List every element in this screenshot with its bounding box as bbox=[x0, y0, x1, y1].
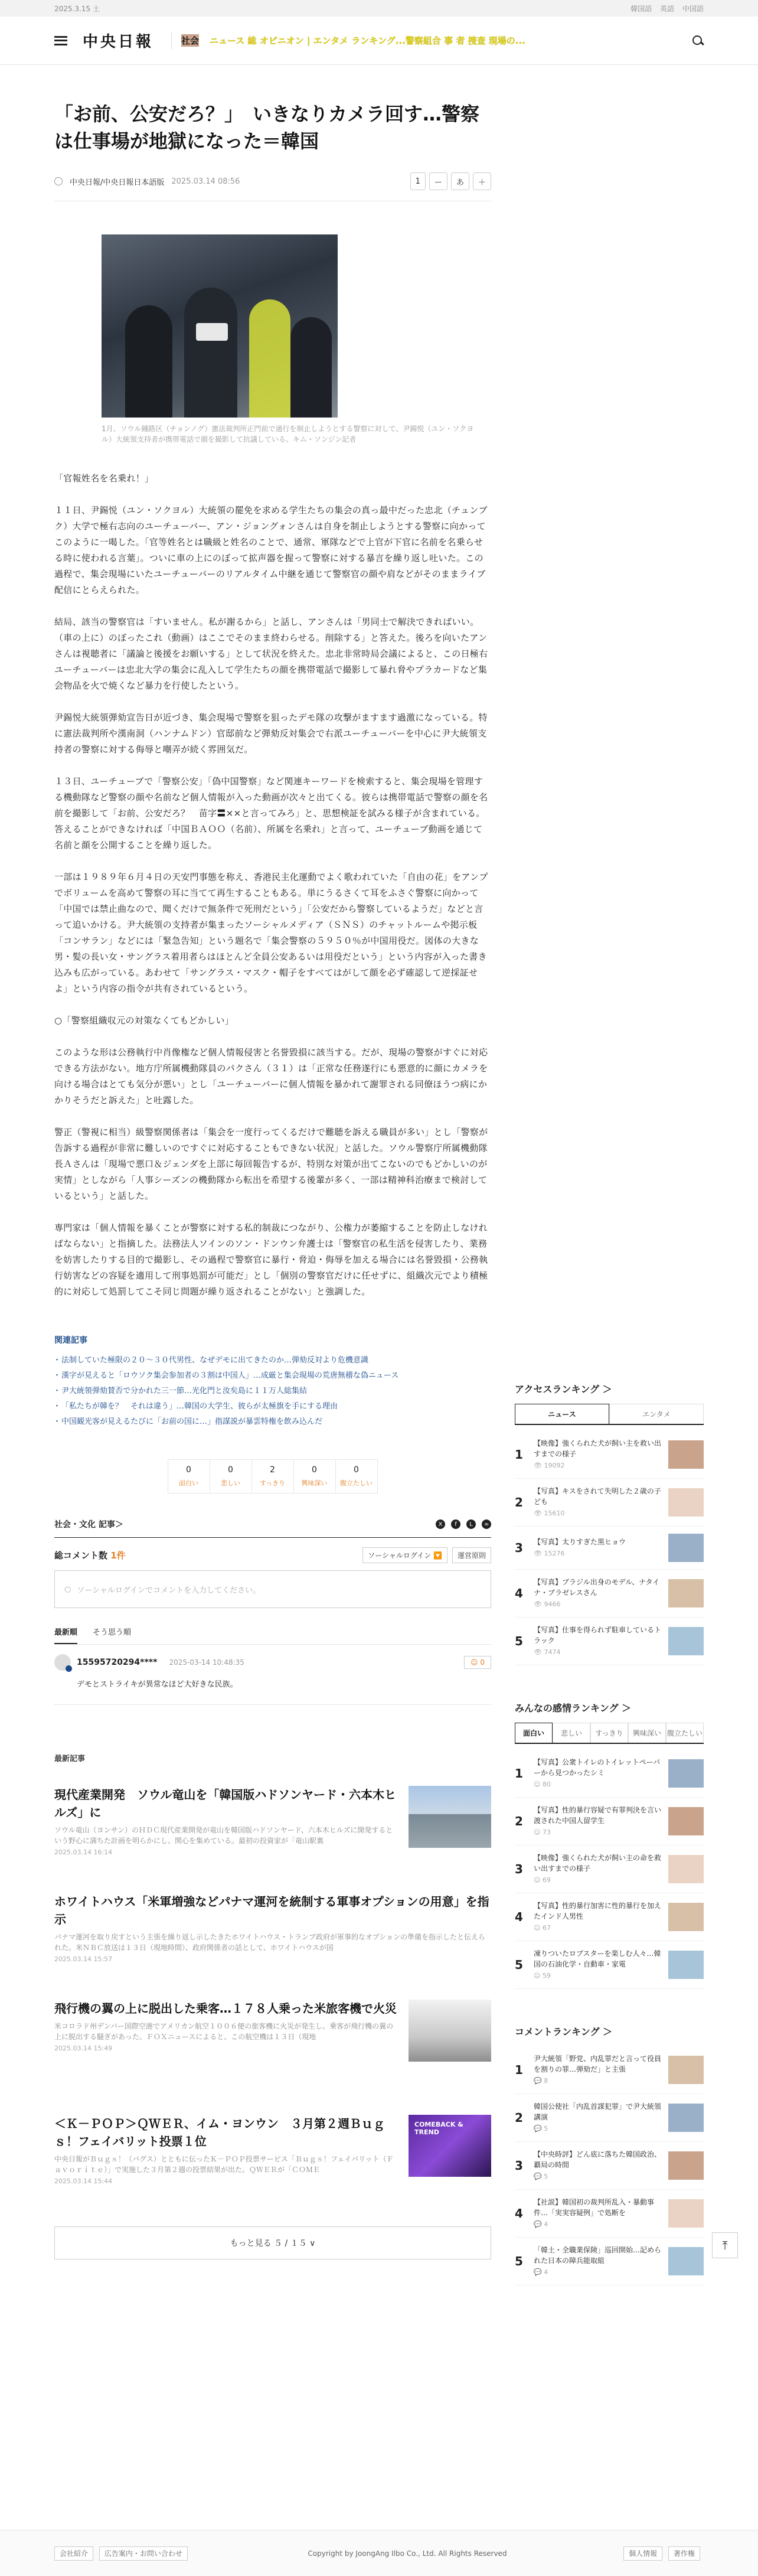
site-logo[interactable]: 中央日報 bbox=[83, 33, 154, 51]
ranking-thumbnail bbox=[668, 1579, 704, 1607]
language-links bbox=[625, 4, 704, 14]
tab-interesting[interactable]: 興味深い bbox=[628, 1723, 666, 1743]
facebook-share-icon[interactable]: f bbox=[451, 1519, 460, 1529]
body-paragraph: １３日、ユーチューブで「警察公安」「偽中国警察」など関連キーワードを検索すると、集会現場を管理する機動隊など警察の顔や名前など個人情報が入った動画が次々と出てくる。彼らは携帯電話で警察の顔を名前を撮影して「お前、公安だろ？ 苗字〓××と言ってみろ」と、思想検証を試みる様子が含まれている。答えることができなければ「中国ＢＡＯＯ（名前）、所属を名乗れ」と言って、ユーチューブ動画を通じて名前と顔を公開することを繰り返した。 bbox=[54, 776, 488, 850]
body-paragraph: 尹錫悦大統領弾劾宣告日が近づき、集会現場で警察を狙ったデモ隊の攻撃がますます過激になっている。特に憲法裁判所や漢南洞（ハンナムドン）官邸前など弾劾反対集会で右派ユーチューバーを中心に尹大統領支持者の警察に対する侮辱と嘲弄が続く雰囲気だ。 bbox=[54, 712, 488, 755]
top-utility-bar bbox=[0, 0, 758, 17]
ranking-thumbnail bbox=[668, 1534, 704, 1562]
latest-article[interactable] bbox=[54, 1880, 491, 1987]
comment-sort-tabs bbox=[54, 1626, 491, 1645]
latest-article-title[interactable]: ＜Ｋ－ＰＯＰ＞ＱＷＥＲ、イム・ヨンウン ３月第２週Ｂｕｇｓ！フェイバリット投票１位 bbox=[54, 2117, 385, 2148]
related-link[interactable]: ・ 漢字が見えると「ロウソク集会参加者の３割は中国人」…成厳と集会現場の荒唐無稽な偽ニュース bbox=[54, 1368, 491, 1384]
today-date: 2025.3.15 土 bbox=[54, 4, 100, 13]
photo-caption: 1月、ソウル鍾路区（チョンノグ）憲法裁判所正門前で通行を制止しようとする警察に対して、尹錫悦（ユン・ソクヨル）大統領支持者が携帯電話で顔を撮影して抗議している。キム・ソンジン記者 bbox=[102, 425, 474, 444]
body-paragraph: １１日、尹錫悦（ユン・ソクヨル）大統領の罷免を求める学生たちの集会の真っ最中だった忠北（チュンブク）大学で極右志向のユーチューバー、アン・ジョングォンさんは自身を制止しようとする警察に向かってこのように一喝した。「官等姓名とは職級と姓名のことで、通常、軍隊などで上官が下官に名前を名乗らせる時に使われる言葉」。ついに車の上にのぼって拡声器を握って警察に対する暴言を繰り返し吐いた。この過程で、集会現場にいたユーチューバーのリアルタイム中継を通じて警察官の顔や肩などがそのままライブ配信にとらえられた。 bbox=[54, 505, 488, 595]
nav-marquee[interactable]: ニュース 総 オピニオン | エンタメ ランキング...警察組合 事 者 捜査 現場の... bbox=[210, 35, 525, 46]
body-paragraph: 結局、該当の警察官は「すいません。私が謝るから」と話し、アンさんは「男同士で解決できればいい。（車の上に）のぼったこれ（動画）はここでそのまま終わらせる。削除する」と答えた。後ろを向いたアンさんは視聴者に「議論と後援をお願いする」として状況を終えた。忠北非常時局会議によると、この日極右ユーチューバーは忠北大学の集会に乱入して学生たちの顔を携帯電話で撮影して暴れ脅やプラカードなど集会物品を火で焼くなど暴力を行使したという。 bbox=[54, 617, 488, 691]
copyright: Copyright by JoongAng Ilbo Co., Ltd. All Rights Reserved bbox=[308, 2549, 507, 2558]
ranking-thumbnail bbox=[668, 2247, 704, 2275]
sidebar bbox=[515, 100, 704, 2321]
body-paragraph: 一部は１９８９年６月４日の天安門事態を称え、香港民主化運動でよく歌われていた「自由の花」をアンプでボリュームを高めて警察の耳に当てて再生することもある。単にうるさくて耳をふさぐ警察に向かって「中国では禁止曲なので、聞くだけで無条件で死刑だという」「公安だから警察しているようだ」などと言って追いかける。尹大統領の支持者が集まったソーシャルメディア（ＳＮＳ）のチャットルームや掲示板「コンサラン」などには「緊急告知」という題名で「集会警察の５９５０％が中国用役だ。図体の大きな男・髪の長い女・サングラス着用者らはほとんど全員公安あるいは用役だという」という内容が入った書き込みも広がっている。あわせて「サングラス・マスク・帽子をすべてはがして顔を必ず確認して逆採証せよ」という内容の指令が共有されているという。 bbox=[54, 872, 488, 994]
ranking-thumbnail bbox=[668, 1488, 704, 1517]
reaction-relieved[interactable]: 2 すっきり bbox=[251, 1459, 294, 1494]
footer-about-link[interactable]: 会社紹介 bbox=[54, 2546, 93, 2561]
latest-article-thumbnail[interactable]: COMEBACK & TREND bbox=[409, 2115, 491, 2177]
tab-agree[interactable]: そう思う順 bbox=[93, 1628, 132, 1637]
related-link[interactable]: ・ 「私たちが韓を？ それは違う」…韓国の大学生、彼らが太極旗を手にする理由 bbox=[54, 1399, 491, 1414]
related-link[interactable]: ・ 法制していた極限の２０～３０代男性、なぜデモに出てきたのか…弾劾反対より危機意識 bbox=[54, 1353, 491, 1368]
latest-article-title[interactable]: 飛行機の翼の上に脱出した乗客…１７８人乗った米旅客機で火災 bbox=[54, 2001, 397, 2016]
category-link[interactable]: 社会・文化 記事＞ bbox=[54, 1520, 123, 1530]
comment-user: 15595720294**** bbox=[77, 1658, 158, 1667]
ranking-item[interactable]: 5 凍りついたロブスターを楽しむ人々…韓国の石油化学・自動車・家電 ☺ 59 bbox=[515, 1941, 704, 1989]
latest-article-excerpt: 米コロラド州デンバー国際空港でアメリカン航空１００６便の旅客機に火災が発生し、乗客が飛行機の翼の上に脱出する騒ぎがあった。ＦＯＸニュースによると、この航空機は１３日（現地 bbox=[54, 2022, 394, 2041]
lang-korean[interactable]: 韓国語 bbox=[630, 4, 652, 13]
latest-article[interactable] bbox=[54, 1773, 491, 1880]
reaction-buttons bbox=[152, 1459, 394, 1494]
article-title: 「お前、公安だろ？」 いきなりカメラ回す…警察は仕事場が地獄になった＝韓国 bbox=[54, 103, 480, 152]
article-column bbox=[54, 100, 491, 2321]
access-ranking bbox=[515, 1382, 704, 1665]
comment-ranking bbox=[515, 2024, 704, 2285]
tab-entertainment[interactable]: エンタメ bbox=[609, 1404, 704, 1424]
article-date: 2025.03.14 08:56 bbox=[171, 177, 240, 186]
latest-article[interactable] bbox=[54, 1987, 491, 2085]
related-title: 関連記事 bbox=[54, 1336, 87, 1345]
related-articles bbox=[54, 1334, 491, 1430]
ranking-item[interactable]: 2 【写真】性的暴行容疑で有罪判決を言い渡された中国人留学生 ☺ 73 bbox=[515, 1798, 704, 1845]
ranking-item[interactable]: 1 【映像】強くられた犬が飼い主を救い出すまでの様子 👁 19092 bbox=[515, 1431, 704, 1479]
ranking-thumbnail bbox=[668, 2151, 704, 2180]
avatar bbox=[54, 1654, 71, 1671]
comment-item bbox=[54, 1645, 491, 1705]
ranking-thumbnail bbox=[668, 2056, 704, 2084]
empathy-ranking bbox=[515, 1701, 704, 1989]
ranking-item[interactable]: 3 【中央時評】どん底に落ちた韓国政治、覇局の時間 💬 5 bbox=[515, 2142, 704, 2190]
latest-article-date: 2025.03.14 15:57 bbox=[54, 1955, 113, 1963]
related-link[interactable]: ・ 尹大統領弾劾賛否で分かれた三一節…光化門と汝矣島に１１万人総集結 bbox=[54, 1384, 491, 1399]
font-increase-button[interactable]: ＋ bbox=[473, 172, 491, 190]
lang-chinese[interactable]: 中国語 bbox=[682, 4, 704, 13]
reaction-interesting[interactable]: 0 興味深い bbox=[293, 1459, 336, 1494]
lang-english[interactable]: 英語 bbox=[660, 4, 675, 13]
page-layout bbox=[54, 65, 704, 2321]
latest-title: 最新記事 bbox=[54, 1755, 86, 1763]
comment-header bbox=[54, 1547, 491, 1563]
comment-input[interactable] bbox=[54, 1570, 491, 1608]
latest-article-title[interactable]: 現代産業開発 ソウル竜山を「韓国版ハドソンヤード・六本木ヒルズ」に bbox=[54, 1788, 396, 1819]
tab-news[interactable]: ニュース bbox=[515, 1404, 609, 1424]
reaction-sad[interactable]: 0 悲しい bbox=[210, 1459, 252, 1494]
latest-article[interactable] bbox=[54, 2085, 491, 2209]
load-more-button[interactable]: もっと見る ５ / １５ ∨ bbox=[54, 2226, 491, 2259]
source-icon bbox=[54, 177, 63, 185]
ranking-item[interactable]: 4 【写真】性的暴行加害に性的暴行を加えたインド人男性 ☺ 67 bbox=[515, 1893, 704, 1941]
article-tools bbox=[410, 172, 491, 190]
ranking-thumbnail bbox=[668, 1440, 704, 1469]
x-share-icon[interactable]: X bbox=[436, 1519, 445, 1529]
social-login-button[interactable]: ソーシャルログイン 🔽 bbox=[362, 1547, 447, 1563]
footer-copyright-link[interactable]: 著作権 bbox=[668, 2546, 700, 2561]
ranking-thumbnail bbox=[668, 2104, 704, 2132]
font-decrease-button[interactable]: ー bbox=[429, 172, 447, 190]
body-subheading: ○「警察組織収元の対策なくてもどかしい」 bbox=[54, 1015, 234, 1026]
ranking-item[interactable]: 4 【写真】ブラジル出身のモデル、ナタイナ・ブラゼレスさん 👁 9466 bbox=[515, 1570, 704, 1618]
article-source[interactable]: 中央日報/中央日報日本語版 bbox=[70, 178, 165, 187]
ranking-thumbnail bbox=[668, 1855, 704, 1883]
ranking-item[interactable]: 2 韓国公使社「内乱首謀犯罪」で尹大統領講演 💬 5 bbox=[515, 2094, 704, 2142]
latest-article-excerpt: パナマ運河を取り戻すという主張を繰り返し示したきたホワイトハウス・トランプ政府が軍事的なオプションの準備を指示したと伝えられた。米ＮＢＣ放送は１３日（現地時間）、政府関係者の話として、ホワイトハウスが国 bbox=[54, 1933, 485, 1952]
tab-latest[interactable]: 最新順 bbox=[54, 1626, 77, 1644]
related-link[interactable]: ・ 中国観光客が見えるたびに「お前の国に…」指謀説が暴雲特権を飲み込んだ bbox=[54, 1414, 491, 1430]
article-photo bbox=[102, 234, 338, 418]
hamburger-menu-icon[interactable] bbox=[54, 36, 67, 45]
comment-time: 2025-03-14 10:48:35 bbox=[169, 1658, 244, 1667]
comment-text: デモとストライキが異常なほど大好きな民族。 bbox=[77, 1680, 238, 1689]
ranking-item[interactable]: 1 尹大統領「野党、内乱罪だと言って役員を割りの罪…弾劾だ」と主張 💬 8 bbox=[515, 2046, 704, 2094]
category-nav bbox=[181, 34, 692, 47]
body-paragraph: 警正（警視に相当）級警察関係者は「集会を一度行ってくるだけで難聴を訴える職員が多い」とし「警察が告訴する過程が非常に難しいのですぐに対応することもできない状況」と話した。ソウル警察庁所属機動隊長Ａさんは「現場で悪口＆ジェンダを上部に毎回報告するが、特別な対策が出てこないのでもどかしいのが実情」としながら「人事シーズンの機動隊から転出を希望する後輩が多く、一部は精神科治療まで検討しているという」と話した。 bbox=[54, 1127, 488, 1201]
ranking-item[interactable]: 1 【写真】公衆トイレのトイレットペーパーから見つかったシミ ☺ 80 bbox=[515, 1750, 704, 1798]
latest-article-excerpt: 中央日報がＢｕｇｓ！（バグス）とともに伝ったＫ－ＰＯＰ投票サービス「Ｂｕｇｓ！フェイバリット（Ｆａｖｏｒｉｔｅ）」で実施した３月第２週の投票結果が出た。ＱＷＥＲが「ＣＯＭＥ bbox=[54, 2155, 394, 2174]
ranking-thumbnail bbox=[668, 2199, 704, 2228]
comment-like-button[interactable]: ☺ 0 bbox=[464, 1656, 491, 1669]
ranking-item[interactable]: 5 「韓土・全職業保険」巡回開始…記められた日本の障兵能取組 💬 4 bbox=[515, 2238, 704, 2285]
article-body bbox=[54, 471, 491, 1300]
font-label: あ bbox=[451, 172, 469, 190]
ranking-item[interactable]: 2 【写真】キスをされて失明した２歳の子ども 👁 15610 bbox=[515, 1479, 704, 1527]
scroll-top-icon[interactable]: ⤒ bbox=[712, 2232, 738, 2258]
byline bbox=[54, 172, 491, 201]
link-copy-icon[interactable]: ∞ bbox=[482, 1519, 491, 1529]
share-bar bbox=[54, 1511, 491, 1538]
tab-sad[interactable]: 悲しい bbox=[553, 1723, 590, 1743]
latest-article-title[interactable]: ホワイトハウス「米軍増強などパナマ運河を統制する軍事オプションの用意」を指示 bbox=[54, 1894, 489, 1926]
ranking-item[interactable]: 3 【映像】強くられた犬が飼い主の命を救い出すまでの様子 ☺ 69 bbox=[515, 1845, 704, 1893]
latest-article-thumbnail[interactable] bbox=[409, 2000, 491, 2062]
ranking-item[interactable]: 4 【社説】韓国初の裁判所乱入・暴動事件…「実実容疑例」で処断を 💬 4 bbox=[515, 2190, 704, 2238]
body-paragraph: 「官報姓名を名乗れ！」 bbox=[54, 473, 154, 484]
search-icon[interactable] bbox=[692, 35, 704, 47]
divider bbox=[171, 32, 172, 50]
latest-article-excerpt: ソウル竜山（ヨンサン）のＨＤＣ現代産業開発が竜山を韓国版ハドソンヤード、六本木ヒルズに開発するという野心に満ちた計画を明らかにし、関心を集めている。最初の投資家が「竜山駅裏 bbox=[54, 1826, 393, 1845]
body-paragraph: このような形は公務執行中肖像権など個人情報侵害と名誉毀損に該当する。だが、現場の警察がすぐに対応できる方法がない。地方庁所属機動隊員のパクさん（３１）は「正常な任務遂行にも悪意的に顔にカメラを向ける場合はとても気分が悪い」とし「ユーチューバーに個人情報を暴かれて謝罪される同僚ほうつ病にかかりそうだと訴えた」と吐露した。 bbox=[54, 1047, 488, 1106]
comment-count-button[interactable]: 1 bbox=[410, 172, 426, 190]
latest-article-date: 2025.03.14 16:14 bbox=[54, 1848, 113, 1856]
comment-count: 総コメント数 1件 bbox=[54, 1550, 126, 1561]
tab-angry[interactable]: 腹立たしい bbox=[666, 1723, 704, 1743]
access-ranking-title[interactable]: アクセスランキング ＞ bbox=[515, 1384, 612, 1395]
empathy-ranking-title[interactable]: みんなの感情ランキング ＞ bbox=[515, 1703, 632, 1714]
latest-article-date: 2025.03.14 15:49 bbox=[54, 2045, 113, 2052]
ranking-thumbnail bbox=[668, 1807, 704, 1835]
footer-privacy-link[interactable]: 個人情報 bbox=[623, 2546, 662, 2561]
reaction-angry[interactable]: 0 腹立たしい bbox=[335, 1459, 378, 1494]
body-paragraph: 専門家は「個人情報を暴くことが警察に対する私的制裁につながり、公権力が萎縮することを防止しなければならない」と指摘した。法務法人ソインのソン・ドンウン弁護士は「警察官の私生活を侵害したり、業務を妨害したりする目的で撮影し、その過程で警察官に暴行・脅迫・侮辱を加える場合には名誉毀損・公務執行妨害などの容疑を適用して刑事処罰が可能だ」とし「個別の警察官だけに任せずに、組織次元でより積極的に対応して処罰してこそ同じ問題が繰り返されることがない」と強調した。 bbox=[54, 1222, 488, 1297]
ranking-thumbnail bbox=[668, 1951, 704, 1979]
avatar-placeholder-icon: ○ bbox=[64, 1584, 71, 1594]
line-share-icon[interactable]: L bbox=[466, 1519, 476, 1529]
comment-ranking-title[interactable]: コメントランキング ＞ bbox=[515, 2026, 613, 2037]
site-header bbox=[0, 17, 758, 65]
ranking-thumbnail bbox=[668, 1759, 704, 1788]
latest-article-thumbnail[interactable] bbox=[409, 1786, 491, 1848]
footer-ads-link[interactable]: 広告案内・お問い合わせ bbox=[99, 2546, 188, 2561]
comment-placeholder: ソーシャルログインでコメントを入力してください。 bbox=[77, 1586, 261, 1595]
ranking-thumbnail bbox=[668, 1903, 704, 1931]
ranking-item[interactable]: 3 【写真】太りすぎた黒ヒョウ 👁 15276 bbox=[515, 1527, 704, 1570]
ranking-item[interactable]: 5 【写真】仕事を得られず駐車しているトラック 👁 7474 bbox=[515, 1618, 704, 1665]
tab-funny[interactable]: 面白い bbox=[515, 1723, 553, 1743]
ranking-thumbnail bbox=[668, 1627, 704, 1655]
nav-society[interactable]: 社会 bbox=[181, 35, 200, 46]
policy-link[interactable]: 運営原則 bbox=[452, 1547, 491, 1563]
site-footer bbox=[0, 2530, 758, 2576]
tab-relieved[interactable]: すっきり bbox=[590, 1723, 628, 1743]
latest-article-date: 2025.03.14 15:44 bbox=[54, 2177, 113, 2185]
reaction-funny[interactable]: 0 面白い bbox=[168, 1459, 210, 1494]
